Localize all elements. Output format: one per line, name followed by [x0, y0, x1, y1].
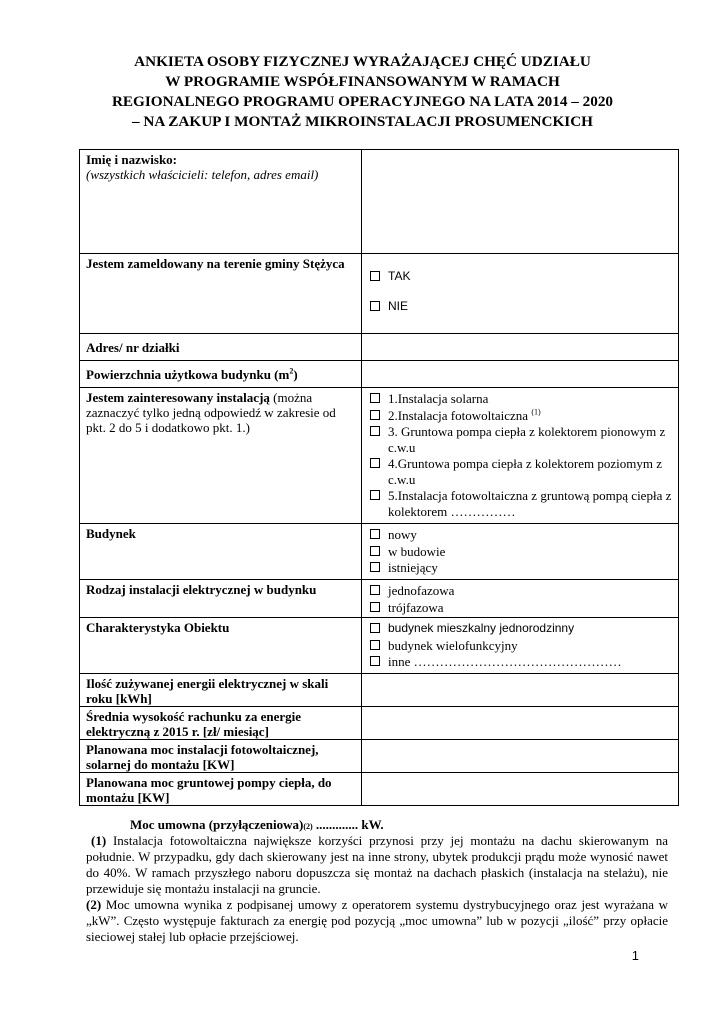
energy-field[interactable]	[362, 674, 679, 707]
option-under-construction[interactable]: w budowie	[368, 544, 672, 560]
checkbox-icon[interactable]	[370, 301, 380, 311]
option-nie[interactable]: NIE	[368, 299, 672, 315]
checkbox-icon[interactable]	[370, 656, 380, 666]
option-multi-function[interactable]: budynek wielofunkcyjny	[368, 638, 672, 654]
document-title	[60, 52, 665, 132]
checkbox-icon[interactable]	[370, 426, 380, 436]
name-sublabel: (wszystkich właścicieli: telefon, adres email)	[86, 167, 319, 182]
checkbox-icon[interactable]	[370, 410, 380, 420]
contract-power-line: Moc umowna (przyłączeniowa)(2) ............. kW.	[130, 817, 384, 832]
option-single-family[interactable]: budynek mieszkalny jednorodzinny	[368, 621, 672, 637]
bill-field[interactable]	[362, 707, 679, 740]
row-area	[80, 361, 679, 388]
option-single-phase[interactable]: jednofazowa	[368, 583, 672, 599]
option-pv-pump[interactable]: 5.Instalacja fotowoltaiczna z gruntową pompą ciepła z kolektorem ……………	[368, 488, 672, 519]
checkbox-icon[interactable]	[370, 271, 380, 281]
pump-power-label: Planowana moc gruntowej pompy ciepła, do montażu [KW]	[80, 773, 362, 806]
title-line: REGIONALNEGO PROGRAMU OPERACYJNEGO NA LATA 2014 – 2020	[111, 93, 614, 110]
row-name	[80, 150, 679, 254]
option-existing[interactable]: istniejący	[368, 560, 672, 576]
area-label: Powierzchnia użytkowa budynku $(m^2)$	[80, 361, 362, 388]
checkbox-icon[interactable]	[370, 393, 380, 403]
row-installation	[80, 388, 679, 524]
pump-power-field[interactable]	[362, 773, 679, 806]
row-address	[80, 334, 679, 361]
checkbox-icon[interactable]	[370, 490, 380, 500]
title-line: – NA ZAKUP I MONTAŻ MIKROINSTALACJI PROSUMENCKICH	[132, 113, 593, 130]
option-pump-vertical[interactable]: 3. Gruntowa pompa ciepła z kolektorem pionowym z c.w.u	[368, 424, 672, 455]
row-energy	[80, 674, 679, 707]
pv-power-label: Planowana moc instalacji fotowoltaicznej, solarnej do montażu [KW]	[80, 740, 362, 773]
area-field[interactable]	[362, 361, 679, 388]
name-field[interactable]	[362, 150, 679, 254]
option-new[interactable]: nowy	[368, 527, 672, 543]
address-label: Adres/ nr działki	[80, 334, 362, 361]
option-three-phase[interactable]: trójfazowa	[368, 600, 672, 616]
row-pump-power	[80, 773, 679, 806]
checkbox-icon[interactable]	[370, 546, 380, 556]
bill-label: Średnia wysokość rachunku za energie elektryczną z 2015 r. [zł/ miesiąc]	[80, 707, 362, 740]
checkbox-icon[interactable]	[370, 562, 380, 572]
option-pv[interactable]: 2.Instalacja fotowoltaiczna $^{(1)}$	[368, 408, 672, 424]
checkbox-icon[interactable]	[370, 640, 380, 650]
option-other[interactable]: inne …………………………………………	[368, 654, 672, 670]
checkbox-icon[interactable]	[370, 529, 380, 539]
option-tak[interactable]: TAK	[368, 269, 672, 285]
checkbox-icon[interactable]	[370, 623, 380, 633]
survey-form-table	[79, 149, 679, 806]
row-pv-power	[80, 740, 679, 773]
checkbox-icon[interactable]	[370, 458, 380, 468]
title-line: ANKIETA OSOBY FIZYCZNEJ WYRAŻAJĄCEJ CHĘĆ UDZIAŁU	[134, 53, 591, 70]
row-registered	[80, 254, 679, 334]
building-label: Budynek	[80, 524, 362, 580]
pv-power-field[interactable]	[362, 740, 679, 773]
address-field[interactable]	[362, 334, 679, 361]
row-electric	[80, 580, 679, 618]
row-bill	[80, 707, 679, 740]
registered-label: Jestem zameldowany na terenie gminy Stężyca	[80, 254, 362, 334]
option-solar[interactable]: 1.Instalacja solarna	[368, 391, 672, 407]
electric-label: Rodzaj instalacji elektrycznej w budynku	[80, 580, 362, 618]
row-building	[80, 524, 679, 580]
footnote-2: (2) Moc umowna wynika z podpisanej umowy z operatorem systemu dystrybucyjnego oraz jest wyrażana w „kW”. Często występuje fakturach za energię pod pozycją „moc umowna” lub w pozycji „ilość” przy opłacie sieciowej stałej lub opłacie przejściowej.	[86, 897, 668, 944]
footnote-1: (1) Instalacja fotowoltaiczna największe korzyści przynosi przy jej montażu na dachu skierowanym na południe. W przypadku, gdy dach skierowany jest na inne strony, ubytek produkcji prądu może wynosić nawet do 40%. W ramach przyszłego naboru dopuszcza się montaż na dachach płaskich (instalacja na stelażu), nie przewiduje się montażu instalacji na gruncie.	[86, 833, 668, 896]
title-line: W PROGRAMIE WSPÓŁFINANSOWANYM W RAMACH	[165, 73, 560, 90]
row-object	[80, 618, 679, 674]
energy-label: Ilość zużywanej energii elektrycznej w skali roku [kWh]	[80, 674, 362, 707]
checkbox-icon[interactable]	[370, 585, 380, 595]
name-label: Imię i nazwisko:	[86, 152, 177, 167]
object-label: Charakterystyka Obiektu	[80, 618, 362, 674]
checkbox-icon[interactable]	[370, 602, 380, 612]
installation-label: Jestem zainteresowany instalacją (można zaznaczyć tylko jedną odpowiedź w zakresie od pkt. 2 do 5 i dodatkowo pkt. 1.)	[80, 388, 362, 524]
page-number: 1	[631, 948, 639, 963]
option-pump-horizontal[interactable]: 4.Gruntowa pompa ciepła z kolektorem poziomym z c.w.u	[368, 456, 672, 487]
footnotes	[86, 833, 668, 945]
